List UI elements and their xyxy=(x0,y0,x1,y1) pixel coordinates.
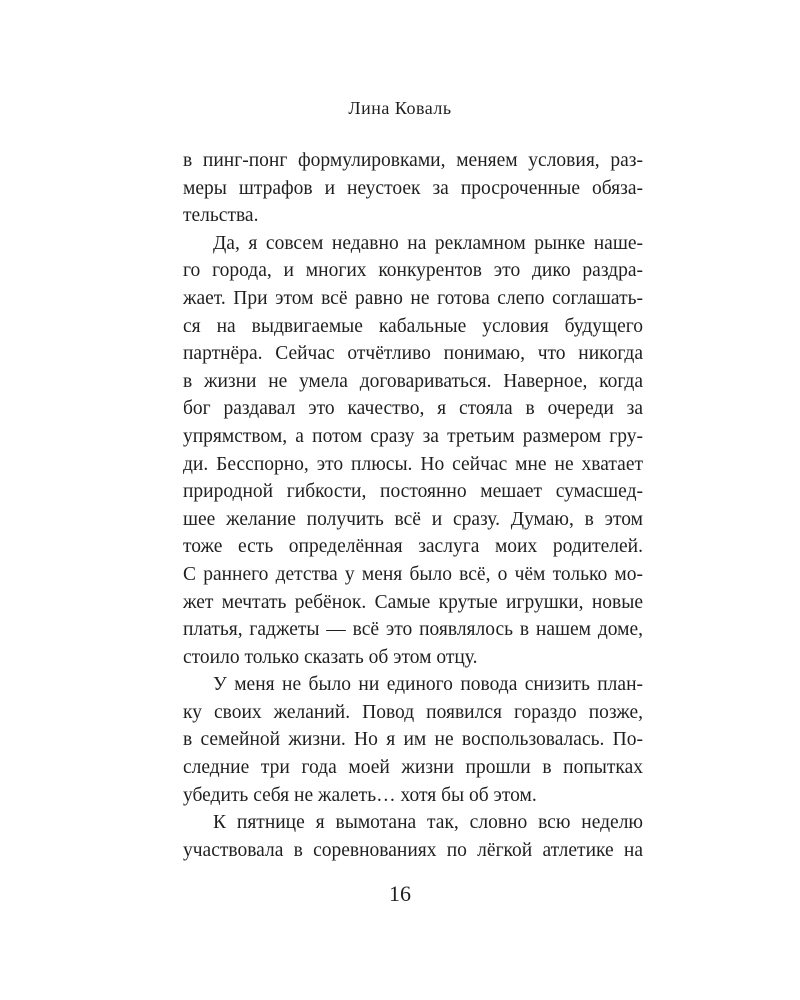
text-line: У меня не было ни единого повода снизить план- xyxy=(213,674,643,696)
text-line: упрямством, а потом сразу за третьим размером гру- xyxy=(183,425,643,447)
text-line: в жизни не умела договариваться. Наверное, когда xyxy=(183,370,643,392)
text-line: партнёра. Сейчас отчётливо понимаю, что никогда xyxy=(183,343,643,365)
text-line: меры штрафов и неустоек за просроченные обяза- xyxy=(183,177,643,199)
text-line: шее желание получить всё и сразу. Думаю, в этом xyxy=(183,508,643,530)
text-line: следние три года моей жизни прошли в попытках xyxy=(183,757,643,779)
text-line: жает. При этом всё равно не готова слепо соглашать- xyxy=(183,287,643,309)
text-line: С раннего детства у меня было всё, о чём только мо- xyxy=(183,563,643,585)
text-line: ку своих желаний. Повод появился гораздо позже, xyxy=(183,701,643,723)
text-line: природной гибкости, постоянно мешает сумасшед- xyxy=(183,481,643,503)
text-line: ся на выдвигаемые кабальные условия будущего xyxy=(183,315,643,337)
text-line: в пинг-понг формулировками, меняем условия, раз- xyxy=(183,150,643,171)
text-line: тельства. xyxy=(183,205,259,227)
text-line: тоже есть определённая заслуга моих родителей. xyxy=(183,536,643,558)
text-line: ди. Бесспорно, это плюсы. Но сейчас мне не хватает xyxy=(183,453,643,475)
text-line: платья, гаджеты — всё это появлялось в нашем доме, xyxy=(183,619,643,641)
text-line: го города, и многих конкурентов это дико раздра- xyxy=(183,260,643,282)
text-line: К пятнице я вымотана так, словно всю неделю xyxy=(213,812,643,834)
text-line: жет мечтать ребёнок. Самые крутые игрушки, новые xyxy=(183,591,643,613)
running-head-author: Лина Коваль xyxy=(348,98,452,118)
text-line: в семейной жизни. Но я им не воспользовалась. По- xyxy=(183,729,643,751)
text-line: Да, я совсем недавно на рекламном рынке наше- xyxy=(213,232,643,254)
text-line: участвовала в соревнованиях по лёгкой атлетике на xyxy=(183,839,643,861)
body-text xyxy=(183,147,643,864)
text-line: бог раздавал это качество, я стояла в очереди за xyxy=(183,398,643,420)
text-line: убедить себя не жалеть… хотя бы об этом. xyxy=(183,784,537,806)
text-line: стоило только сказать об этом отцу. xyxy=(183,646,478,668)
page-number: 16 xyxy=(389,881,411,906)
